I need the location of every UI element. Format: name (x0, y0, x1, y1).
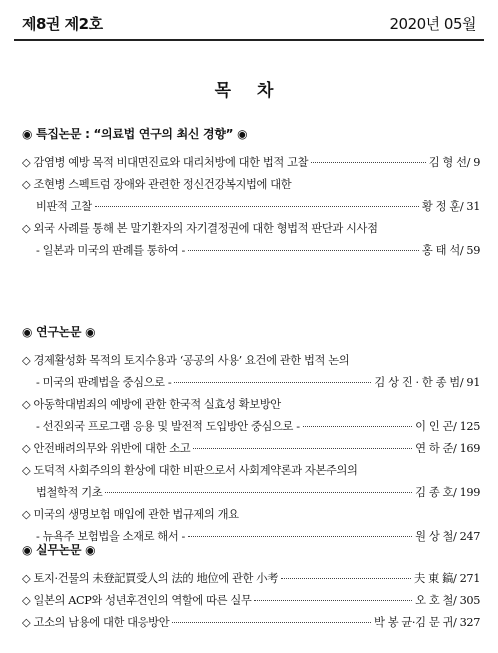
entry-author-page: 오 호 철/ 305 (415, 594, 480, 607)
entry-subtitle: - 뉴욕주 보험법을 소재로 해서 - (36, 530, 185, 543)
entry-title: ◇ 조현병 스펙트럼 장애와 관련한 정신건강복지법에 대한 (22, 178, 292, 191)
entry-author-page: 홍 태 석/ 59 (421, 244, 480, 257)
entry-subtitle: - 미국의 판례법을 중심으로 - (36, 376, 172, 389)
entry-author-page: 夫 東 鎬/ 271 (413, 572, 480, 585)
entry-title-cont: 법철학적 기초 (36, 486, 103, 499)
section-practice (22, 540, 480, 634)
entry-title: ◇ 감염병 예방 목적 비대면진료와 대리처방에 대한 법적 고찰 (22, 156, 309, 169)
entry-subtitle: - 일본과 미국의 판례를 통하여 - (36, 244, 185, 257)
toc-entry[interactable] (22, 568, 480, 590)
entry-title: ◇ 안전배려의무와 위반에 대한 소고 (22, 442, 191, 455)
leader-dots (188, 249, 419, 251)
entry-author-page: 연 하 준/ 169 (415, 442, 480, 455)
entry-author-page: 김 형 선/ 9 (428, 156, 480, 169)
page-title: 목 차 (214, 81, 284, 101)
entry-author-page: 박 봉 균·김 문 귀/ 327 (374, 616, 480, 629)
entry-subtitle: - 선진외국 프로그램 응용 및 발전적 도입방안 중심으로 - (36, 420, 300, 433)
section-research (22, 322, 480, 548)
volume-issue: 제8권 제2호 (22, 15, 103, 33)
toc-entry[interactable] (22, 590, 480, 612)
leader-dots (281, 577, 411, 579)
leader-dots (311, 161, 426, 163)
toc-entry[interactable] (22, 460, 480, 504)
leader-dots (174, 381, 371, 383)
entry-title: ◇ 일본의 ACP와 성년후견인의 역할에 따른 실무 (22, 594, 252, 607)
toc-entry[interactable] (22, 438, 480, 460)
entry-title: ◇ 고소의 남용에 대한 대응방안 (22, 616, 170, 629)
section-special (22, 124, 480, 262)
page-header (0, 0, 498, 42)
entry-author-page: 김 상 진 · 한 종 범/ 91 (374, 376, 480, 389)
entry-author-page: 원 상 철/ 247 (415, 530, 480, 543)
entry-author-page: 황 정 훈/ 31 (421, 200, 480, 213)
section-heading: ◉ 연구논문 ◉ (22, 325, 96, 339)
header-rule (14, 39, 484, 41)
leader-dots (303, 425, 412, 427)
toc-entry[interactable] (22, 174, 480, 218)
leader-dots (193, 447, 412, 449)
toc-entry[interactable] (22, 612, 480, 634)
entry-title: ◇ 아동학대범죄의 예방에 관한 한국적 실효성 확보방안 (22, 398, 281, 411)
leader-dots (95, 205, 419, 207)
entry-title: ◇ 도덕적 사회주의의 환상에 대한 비판으로서 사회계약론과 자본주의의 (22, 464, 358, 477)
leader-dots (254, 599, 412, 601)
leader-dots (172, 621, 371, 623)
entry-title: ◇ 미국의 생명보험 매입에 관한 법규제의 개요 (22, 508, 239, 521)
toc-entry[interactable] (22, 152, 480, 174)
publication-date: 2020년 05월 (389, 15, 476, 33)
toc-entry[interactable] (22, 350, 480, 394)
entry-title: ◇ 경제활성화 목적의 토지수용과 ‘공공의 사용’ 요건에 관한 법적 논의 (22, 354, 350, 367)
entry-title: ◇ 외국 사례를 통해 본 말기환자의 자기결정권에 대한 형법적 판단과 시사점 (22, 222, 378, 235)
section-heading: ◉ 특집논문 : “의료법 연구의 최신 경향” ◉ (22, 127, 248, 141)
entry-title-cont: 비판적 고찰 (36, 200, 92, 213)
entry-title: ◇ 토지·건물의 未登記買受人의 法的 地位에 관한 小考 (22, 572, 279, 585)
toc-entry[interactable] (22, 394, 480, 438)
entry-author-page: 김 종 호/ 199 (415, 486, 480, 499)
entry-author-page: 이 인 곤/ 125 (415, 420, 480, 433)
leader-dots (105, 491, 412, 493)
toc-entry[interactable] (22, 218, 480, 262)
section-heading: ◉ 실무논문 ◉ (22, 543, 96, 557)
leader-dots (188, 535, 412, 537)
